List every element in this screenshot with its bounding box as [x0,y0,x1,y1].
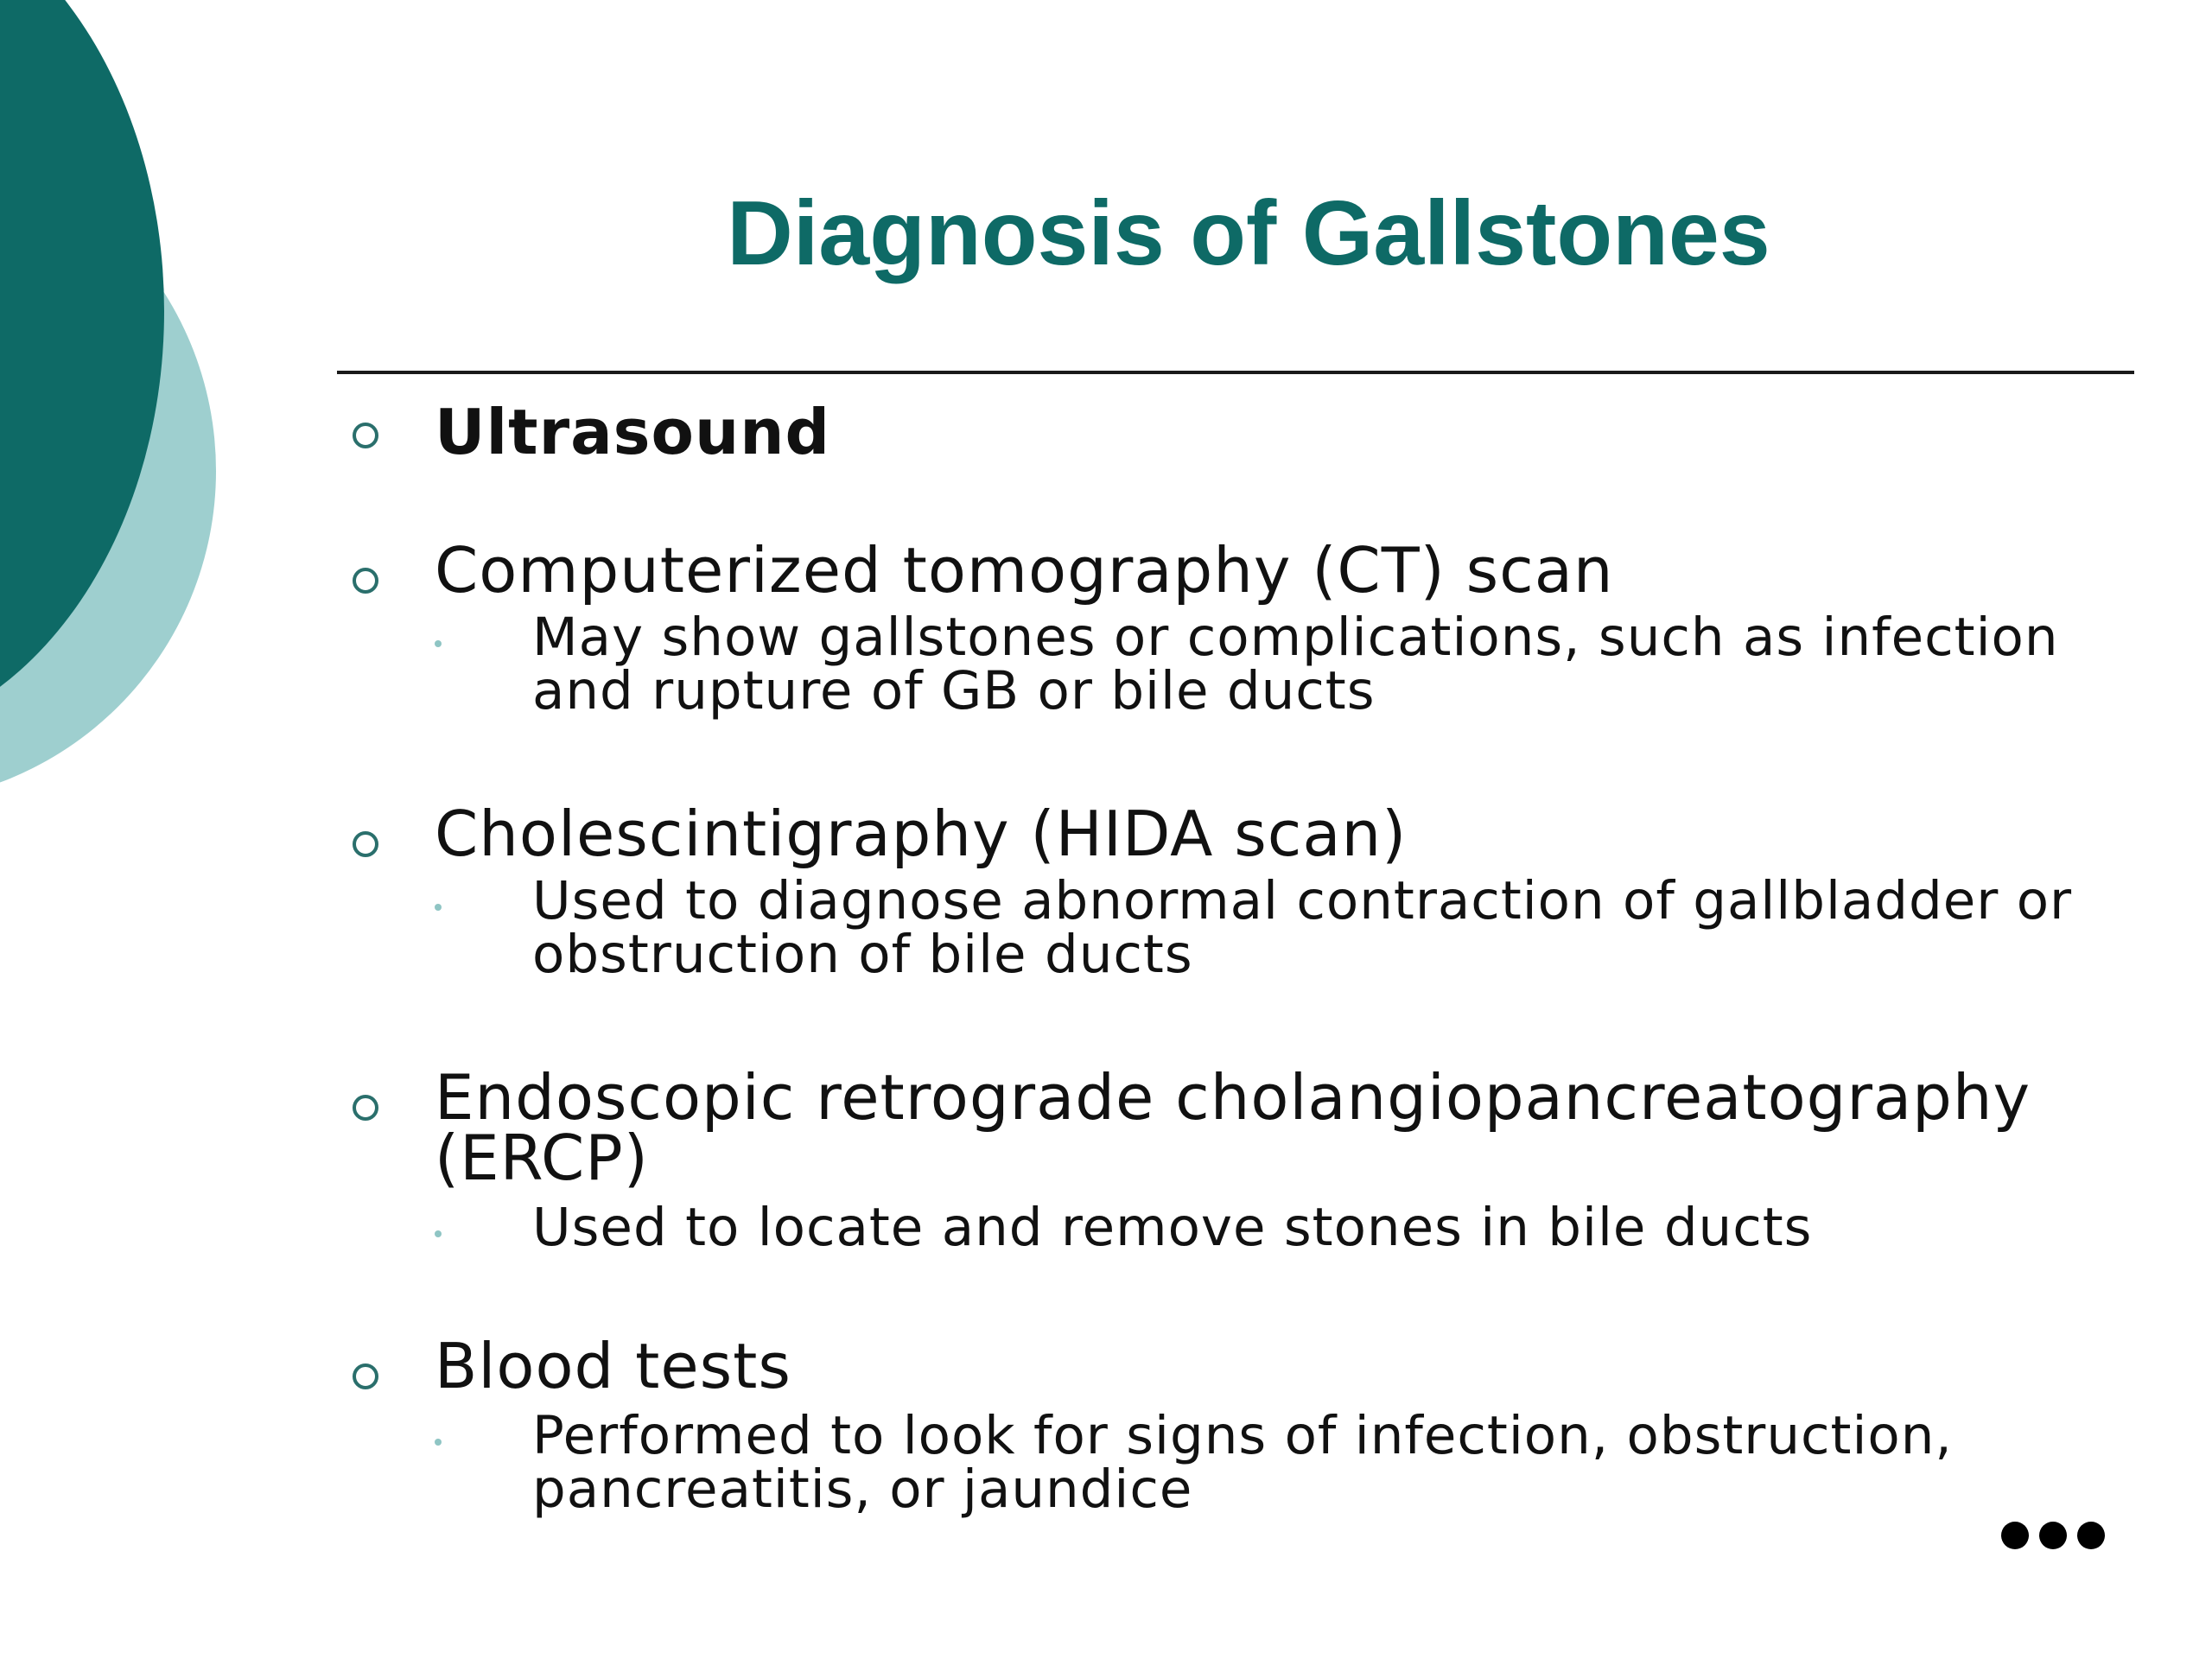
list-item [337,534,2160,721]
item-label: Endoscopic retrograde cholangiopancreatography (ERCP) [435,1061,2031,1194]
title-divider [337,371,2134,374]
sub-item [435,1405,2154,1522]
list-item [337,1061,2160,1273]
ellipsis-dot [2001,1522,2029,1549]
sub-item-text: May show gallstones or complications, such as infection and rupture of GB or bile ducts [532,607,2059,721]
list-item [337,798,2160,985]
sub-item-text: Used to locate and remove stones in bile ducts [532,1197,1813,1258]
hollow-bullet-icon [353,1095,378,1121]
ellipsis-icon[interactable] [2001,1522,2105,1551]
slide-title: Diagnosis of Gallstones [727,182,1770,284]
item-label: Cholescintigraphy (HIDA scan) [435,798,1408,870]
sub-item-text: Performed to look for signs of infection, obstruction, pancreatitis, or jaundice [532,1405,1953,1520]
item-label: Computerized tomography (CT) scan [435,534,1614,607]
sub-bullet-icon [435,904,442,911]
ellipsis-dot [2039,1522,2067,1549]
sub-item [435,1197,2154,1262]
sub-item [435,870,2154,987]
hollow-bullet-icon [353,568,378,594]
sub-item-text: Used to diagnose abnormal contraction of gallbladder or obstruction of bile ducts [532,870,2073,985]
list-item [337,393,2160,468]
ellipsis-dot [2077,1522,2105,1549]
sub-bullet-icon [435,1230,442,1237]
sub-item [435,607,2154,723]
hollow-bullet-icon [353,423,378,448]
hollow-bullet-icon [353,1363,378,1389]
hollow-bullet-icon [353,831,378,857]
list-item [337,1330,2160,1520]
item-label: Blood tests [435,1330,791,1402]
sub-bullet-icon [435,640,442,647]
sub-bullet-icon [435,1439,442,1446]
item-label: Ultrasound [435,396,831,468]
